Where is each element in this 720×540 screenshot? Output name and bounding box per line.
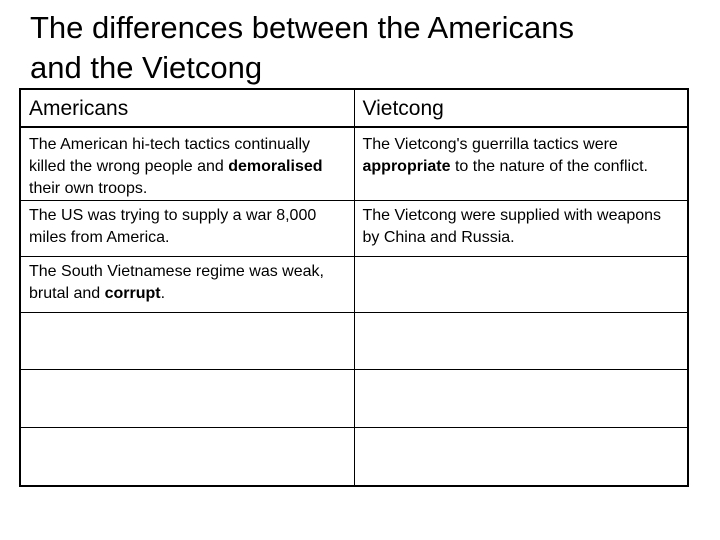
americans-cell bbox=[20, 127, 354, 201]
americans-cell bbox=[20, 313, 354, 370]
vietcong-cell bbox=[354, 428, 688, 487]
cell-text: The American hi-tech tactics continually killed the wrong people and bbox=[29, 136, 311, 175]
table-row bbox=[20, 313, 688, 370]
americans-cell bbox=[20, 370, 354, 428]
comparison-table bbox=[19, 88, 689, 487]
cell-text: their own troops. bbox=[29, 180, 148, 197]
table-row bbox=[20, 201, 688, 257]
table-row bbox=[20, 370, 688, 428]
slide-title bbox=[30, 8, 710, 88]
cell-emphasis: demoralised bbox=[228, 158, 323, 175]
table-row bbox=[20, 428, 688, 487]
vietcong-cell bbox=[354, 257, 688, 313]
cell-text: The South Vietnamese regime was weak, brutal and bbox=[29, 263, 324, 302]
vietcong-cell bbox=[354, 201, 688, 257]
vietcong-cell bbox=[354, 313, 688, 370]
americans-cell bbox=[20, 201, 354, 257]
cell-text: The US was trying to supply a war 8,000 miles from America. bbox=[29, 207, 317, 246]
header-americans: Americans bbox=[20, 89, 354, 127]
cell-text: . bbox=[160, 285, 166, 302]
americans-cell bbox=[20, 257, 354, 313]
cell-emphasis: appropriate bbox=[362, 158, 451, 175]
vietcong-cell bbox=[354, 370, 688, 428]
header-vietcong: Vietcong bbox=[354, 89, 688, 127]
table-row bbox=[20, 257, 688, 313]
title-line-2: and the Vietcong bbox=[30, 50, 263, 85]
cell-text: to the nature of the conflict. bbox=[450, 158, 648, 175]
cell-text: The Vietcong were supplied with weapons by China and Russia. bbox=[362, 207, 662, 246]
cell-emphasis: corrupt bbox=[104, 285, 161, 302]
header-row bbox=[20, 89, 688, 127]
title-line-1: The differences between the Americans bbox=[30, 10, 574, 45]
cell-text: The Vietcong's guerrilla tactics were bbox=[362, 136, 618, 153]
table-row bbox=[20, 127, 688, 201]
americans-cell bbox=[20, 428, 354, 487]
vietcong-cell bbox=[354, 127, 688, 201]
